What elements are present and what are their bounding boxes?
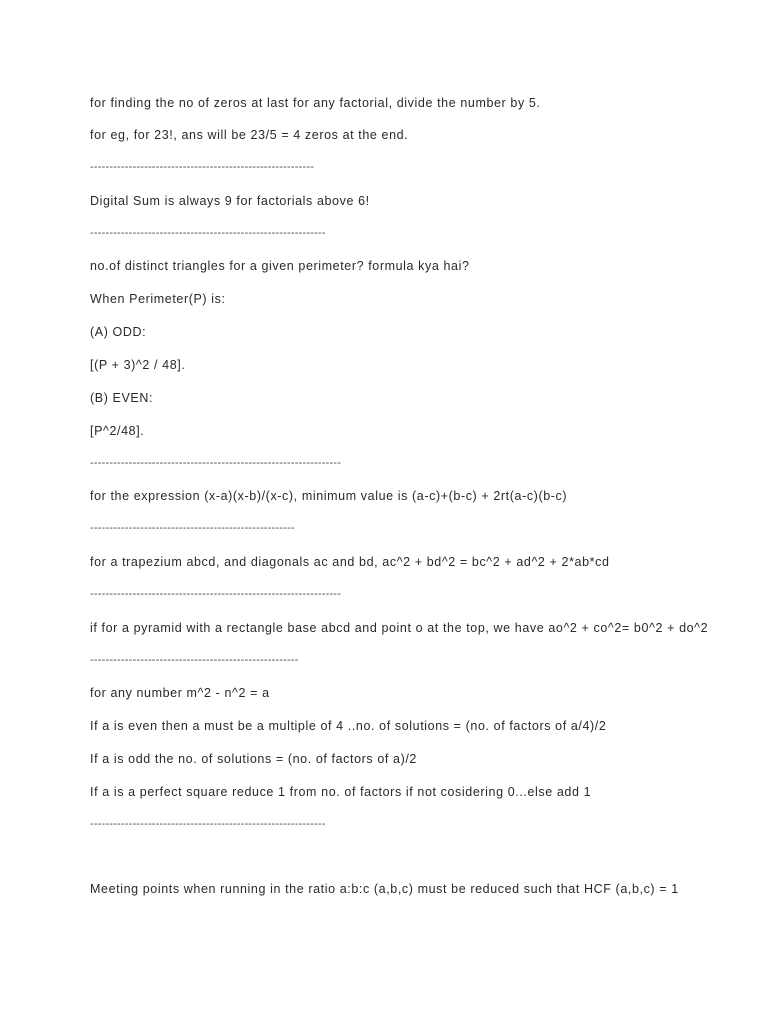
text-line: If a is a perfect square reduce 1 from no. of factors if not cosidering 0...else add 1: [90, 785, 592, 799]
separator-line: -------------------------------------------------------------: [90, 227, 326, 239]
text-line: for finding the no of zeros at last for any factorial, divide the number by 5.: [90, 96, 541, 110]
separator-line: -----------------------------------------------------: [90, 522, 295, 534]
text-line: When Perimeter(P) is:: [90, 292, 226, 306]
text-line: Meeting points when running in the ratio a:b:c (a,b,c) must be reduced such that HCF (a,b,c) = 1: [90, 882, 679, 896]
text-line: (B) EVEN:: [90, 391, 154, 405]
text-line: for the expression (x-a)(x-b)/(x-c), minimum value is (a-c)+(b-c) + 2rt(a-c)(b-c): [90, 489, 568, 503]
separator-line: -----------------------------------------------------------------: [90, 457, 342, 469]
separator-line: -------------------------------------------------------------: [90, 818, 326, 830]
text-line: Digital Sum is always 9 for factorials above 6!: [90, 194, 370, 208]
text-line: If a is odd the no. of solutions = (no. of factors of a)/2: [90, 752, 417, 766]
text-line: [(P + 3)^2 / 48].: [90, 358, 186, 372]
text-line: no.of distinct triangles for a given perimeter? formula kya hai?: [90, 259, 470, 273]
text-line: for a trapezium abcd, and diagonals ac and bd, ac^2 + bd^2 = bc^2 + ad^2 + 2*ab*cd: [90, 555, 610, 569]
text-line: for eg, for 23!, ans will be 23/5 = 4 zeros at the end.: [90, 128, 409, 142]
text-line: for any number m^2 - n^2 = a: [90, 686, 270, 700]
text-line: If a is even then a must be a multiple of 4 ..no. of solutions = (no. of factors of a/4)/2: [90, 719, 607, 733]
text-line: [P^2/48].: [90, 424, 145, 438]
text-line: if for a pyramid with a rectangle base abcd and point o at the top, we have ao^2 + co^2= b0^2 + do^2: [90, 621, 709, 635]
text-line: (A) ODD:: [90, 325, 147, 339]
separator-line: ------------------------------------------------------: [90, 654, 299, 666]
separator-line: ----------------------------------------------------------: [90, 161, 315, 173]
separator-line: -----------------------------------------------------------------: [90, 588, 342, 600]
